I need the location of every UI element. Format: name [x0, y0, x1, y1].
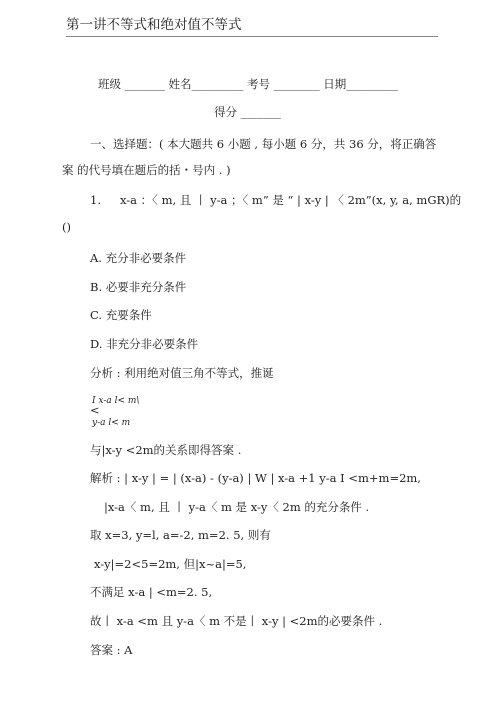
option-b: B. 必要非充分条件: [90, 280, 187, 294]
question-number: 1.: [90, 193, 101, 207]
answer-paren: (): [62, 220, 71, 234]
question-text: x-a ：〈 m, 且 丨 y-a ；〈 m” 是 “ | x-y | 〈 2m”(x, y, a, mGR)的: [120, 193, 462, 207]
answer-line: 答案 : A: [90, 643, 133, 657]
example-line-1: 取 x=3, y=l, a=-2, m=2. 5, 则有: [90, 528, 271, 542]
option-a: A. 充分非必要条件: [90, 251, 187, 265]
solution-line-2: |x-a〈 m, 且 丨 y-a〈 m 是 x-y〈 2m 的充分条件 .: [104, 500, 370, 514]
example-line-2: x-y|=2<5=2m, 但|x~a|=5,: [94, 557, 247, 571]
formula-brace: <: [90, 403, 100, 417]
section-instruction-line1: 一、选择题：( 本大题共 6 小题 , 每小题 6 分，共 36 分，将正确答: [90, 137, 437, 151]
relation-line: 与|x-y <2m的关系即得答案 .: [90, 443, 242, 457]
formula-line-1: I x-a l< m\: [92, 396, 140, 406]
option-d: D. 非充分非必要条件: [90, 337, 199, 351]
section-instruction-line2: 案 的代号填在题后的括・号内 . ): [62, 163, 231, 177]
example-line-3: 不满足 x-a | <m=2. 5,: [90, 585, 213, 599]
student-info-line: 班级 _______ 姓名_________ 考号 ________ 日期_________: [98, 77, 399, 91]
analysis-label: 分析 : 利用绝对值三角不等式，推诞: [90, 366, 274, 380]
solution-line-1: 解析 : | x-y | = | (x-a) - (y-a) | W | x-a +1 y-a I <m+m=2m,: [90, 471, 421, 485]
conclusion-line: 故丨 x-a <m 且 y-a〈 m 不是丨 x-y | <2m的必要条件 .: [90, 614, 383, 628]
doc-title: 第一讲不等式和绝对值不等式: [66, 17, 242, 33]
title-underline: [66, 36, 438, 37]
formula-line-2: y-a l< m: [92, 418, 131, 428]
option-c: C. 充要条件: [90, 308, 152, 322]
score-line: 得分 _______: [214, 105, 281, 119]
